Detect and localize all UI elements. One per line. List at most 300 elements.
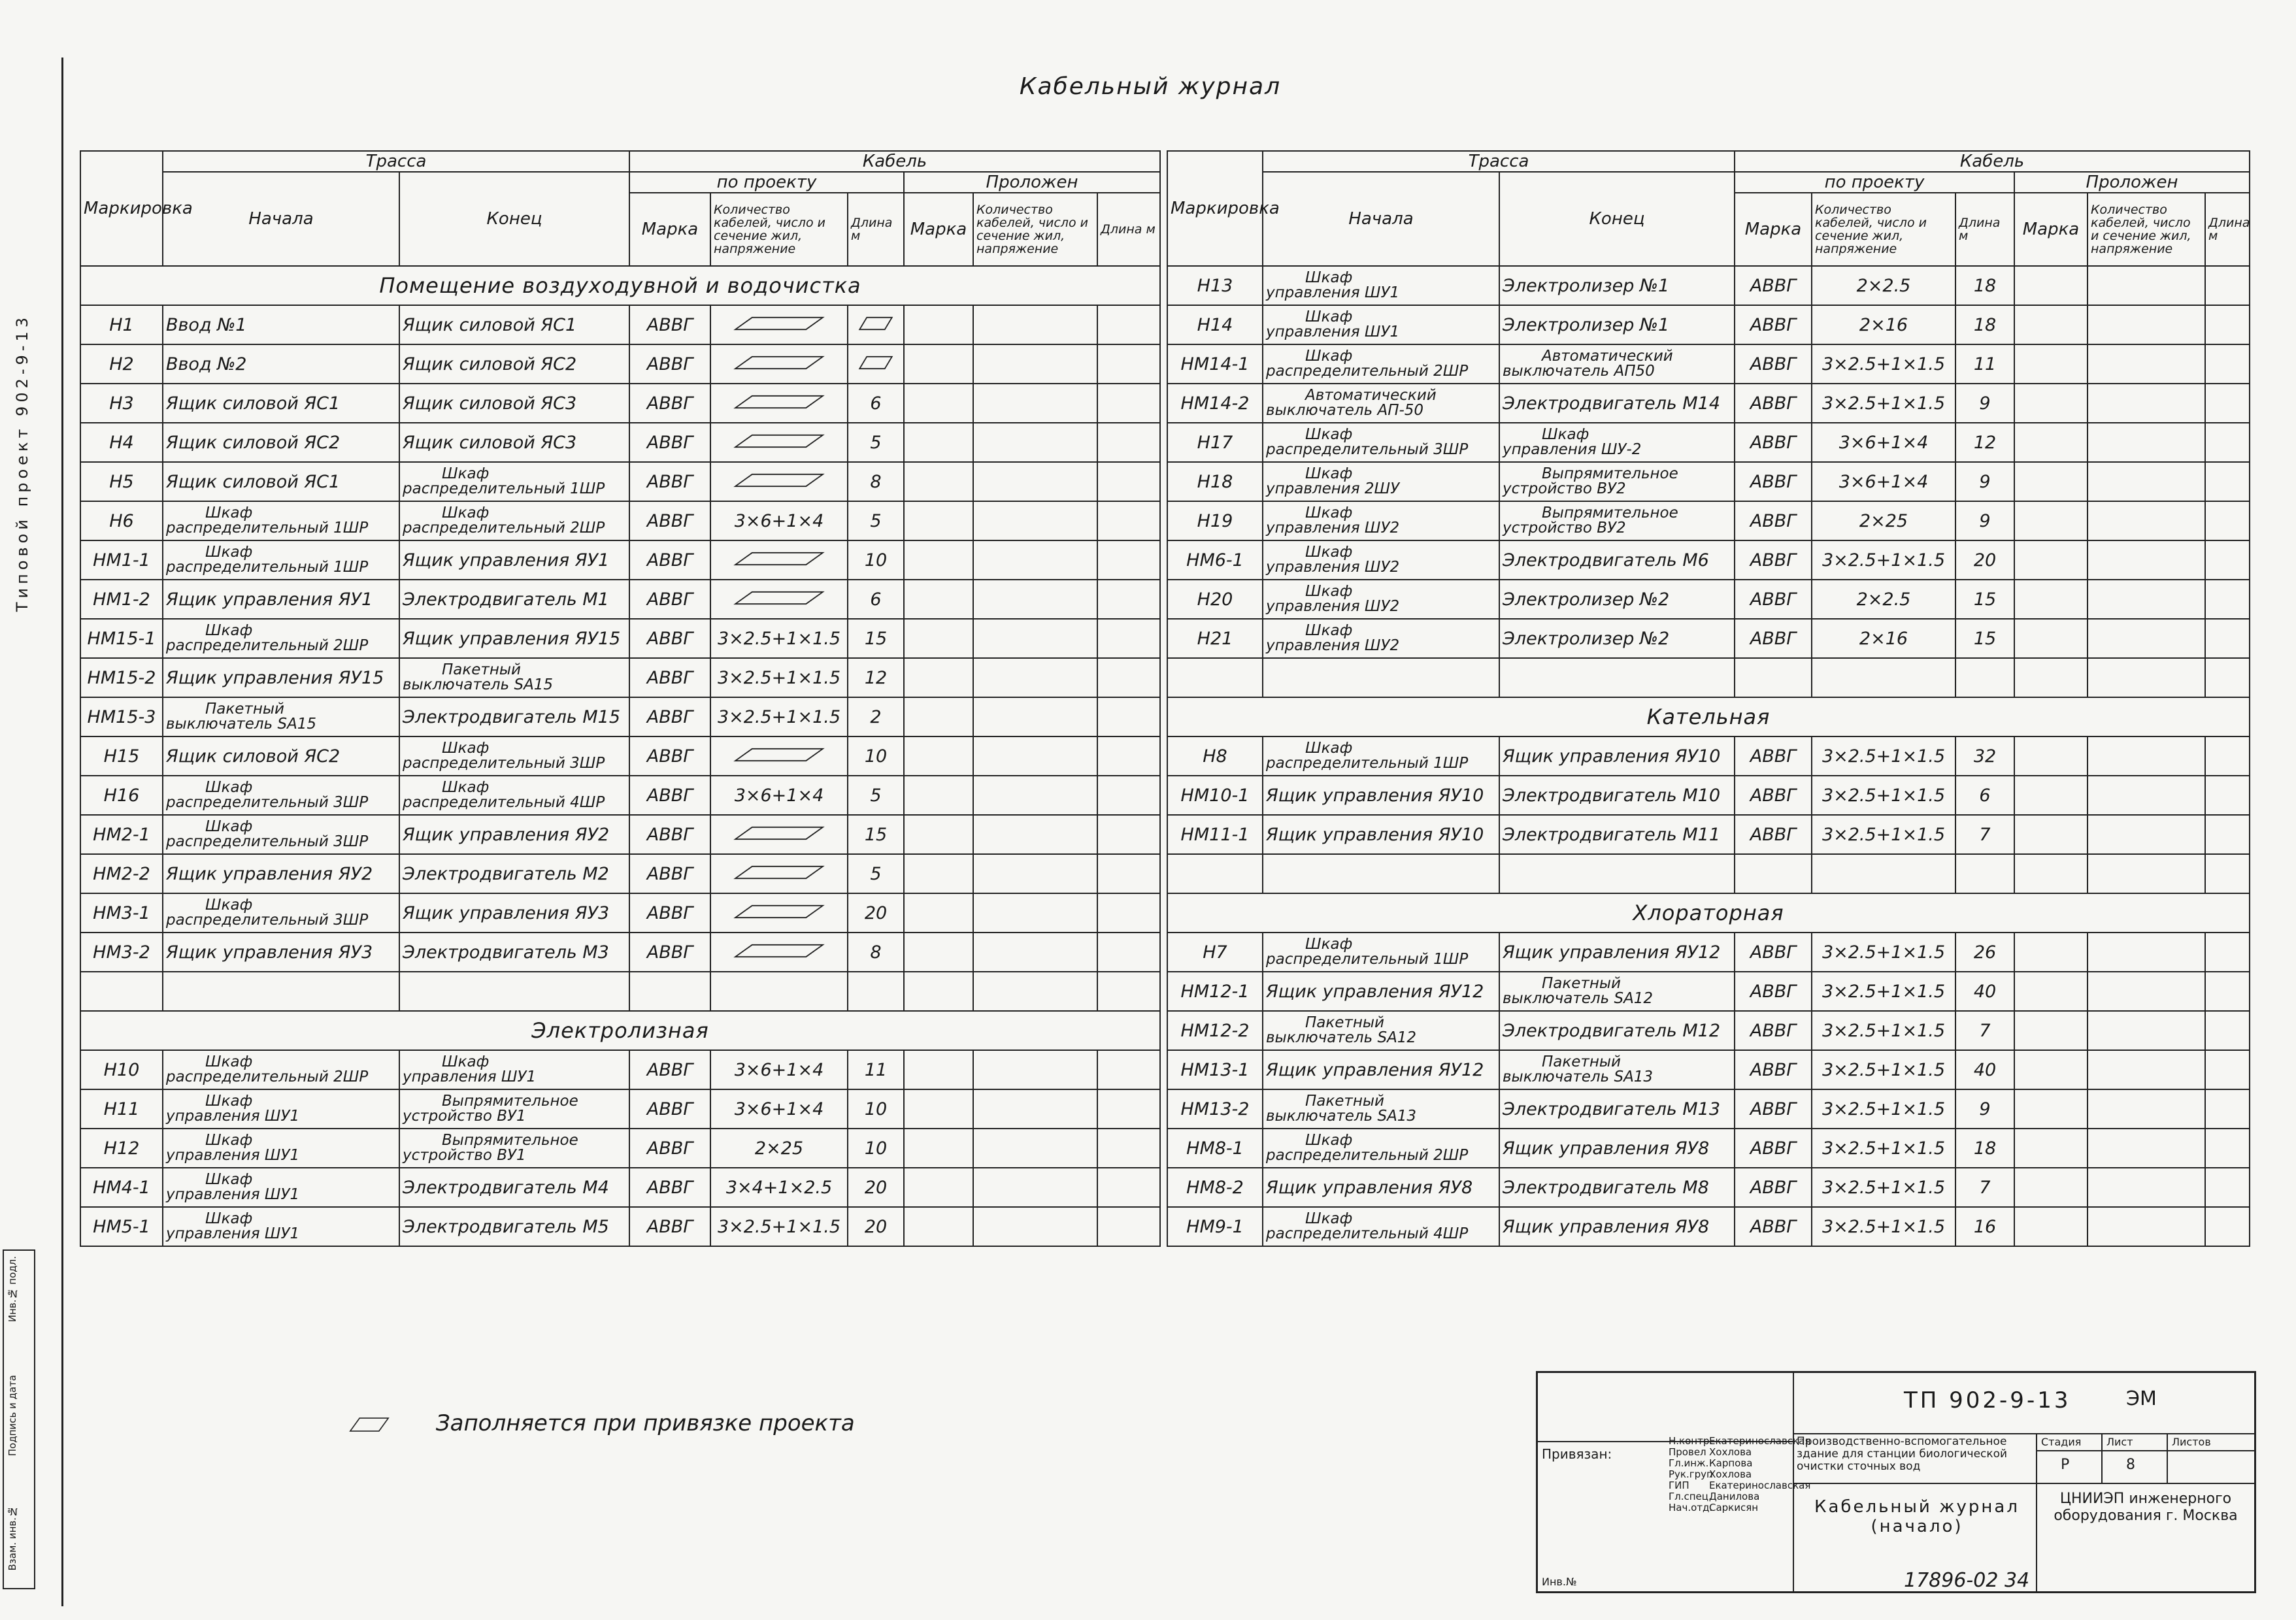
cell-laid — [2014, 540, 2088, 580]
cell-len: 10 — [848, 540, 904, 580]
cell-end: Ящик управления ЯУ10 — [1499, 736, 1735, 776]
cell-start: Шкаф управления ШУ1 — [163, 1207, 399, 1246]
cell-laid — [2205, 462, 2250, 501]
cell-qty: 3×2.5+1×1.5 — [1812, 776, 1955, 815]
stamp-object: Производственно-вспомогательное здание для станции биологической очистки сточных вод — [1797, 1435, 2008, 1473]
cell-start: Ящик управления ЯУ1 — [163, 580, 399, 619]
cell-qty — [710, 462, 848, 501]
cell-laid — [973, 619, 1097, 658]
cell-mark: Н17 — [1167, 423, 1263, 462]
stamp-roles: Н.контр. Провел Гл.инж. Рук.груп ГИП Гл.спец. Нач.отд. — [1669, 1435, 1713, 1513]
table-row — [80, 1129, 1160, 1168]
table-row — [80, 972, 1160, 1011]
cell-brand — [629, 972, 710, 1011]
cell-len: 5 — [848, 501, 904, 540]
cell-start: Ящик управления ЯУ2 — [163, 854, 399, 893]
cell-len: 18 — [1955, 1129, 2014, 1168]
header-laid: Проложен — [904, 172, 1160, 193]
side-stamp-inv: Инв.№ подл. — [7, 1256, 18, 1323]
cell-len: 16 — [1955, 1207, 2014, 1246]
cell-laid — [2014, 736, 2088, 776]
header-cable: Кабель — [629, 151, 1160, 172]
cell-laid — [2205, 933, 2250, 972]
cell-laid — [2088, 736, 2205, 776]
table-row — [80, 1168, 1160, 1207]
cell-laid — [904, 344, 973, 384]
cell-mark: Н21 — [1167, 619, 1263, 658]
cell-len: 40 — [1955, 972, 2014, 1011]
cell-laid — [904, 658, 973, 697]
cell-len: 12 — [1955, 423, 2014, 462]
cell-mark: Н2 — [80, 344, 163, 384]
cell-laid — [904, 619, 973, 658]
section-row — [80, 266, 1160, 305]
cell-laid — [973, 1207, 1097, 1246]
cell-start: Шкаф управления ШУ1 — [163, 1089, 399, 1129]
cell-qty: 3×2.5+1×1.5 — [710, 619, 848, 658]
cell-end: Электродвигатель М8 — [1499, 1168, 1735, 1207]
cell-laid — [904, 893, 973, 933]
blank-field-icon — [730, 944, 828, 958]
cell-laid — [2014, 1207, 2088, 1246]
cell-start: Ящик силовой ЯС1 — [163, 462, 399, 501]
table-row — [1167, 736, 2250, 776]
cell-start: Ящик управления ЯУ10 — [1263, 776, 1499, 815]
cell-end: Ящик силовой ЯС2 — [399, 344, 629, 384]
cell-laid — [1097, 1207, 1160, 1246]
cell-len: 18 — [1955, 266, 2014, 305]
cell-qty — [710, 972, 848, 1011]
cell-end: Выпрямительное устройство ВУ2 — [1499, 501, 1735, 540]
cell-len: 7 — [1955, 1168, 2014, 1207]
cell-qty: 3×2.5+1×1.5 — [1812, 972, 1955, 1011]
cell-len: 9 — [1955, 1089, 2014, 1129]
cell-start: Ящик силовой ЯС2 — [163, 736, 399, 776]
cell-laid — [2205, 501, 2250, 540]
cell-laid — [2014, 1050, 2088, 1089]
table-row — [1167, 815, 2250, 854]
cell-laid — [2014, 423, 2088, 462]
cell-qty — [710, 423, 848, 462]
cell-len: 18 — [1955, 305, 2014, 344]
table-row — [80, 344, 1160, 384]
cell-laid — [2205, 580, 2250, 619]
cell-qty: 3×2.5+1×1.5 — [1812, 1129, 1955, 1168]
cell-laid — [973, 893, 1097, 933]
cell-laid — [1097, 1129, 1160, 1168]
cell-mark: НМ11-1 — [1167, 815, 1263, 854]
section-title: Помещение воздуходувной и водочистка — [80, 266, 1160, 305]
cell-laid — [2205, 1089, 2250, 1129]
cell-laid — [973, 501, 1097, 540]
blank-field-icon — [730, 865, 828, 880]
cell-qty: 3×6+1×4 — [710, 776, 848, 815]
cell-len: 10 — [848, 1089, 904, 1129]
cell-mark: Н15 — [80, 736, 163, 776]
table-row — [80, 893, 1160, 933]
cell-mark: НМ12-1 — [1167, 972, 1263, 1011]
cell-end: Электродвигатель М1 — [399, 580, 629, 619]
cell-laid — [1097, 580, 1160, 619]
cell-laid — [973, 658, 1097, 697]
cell-start — [1263, 658, 1499, 697]
cell-start: Шкаф управления ШУ2 — [1263, 619, 1499, 658]
cell-laid — [2205, 423, 2250, 462]
cell-end: Ящик силовой ЯС3 — [399, 384, 629, 423]
cell-start: Шкаф распределительный 3ШР — [1263, 423, 1499, 462]
cell-laid — [1097, 658, 1160, 697]
header-brand: Марка — [1735, 193, 1812, 266]
table-row — [1167, 501, 2250, 540]
cell-end: Пакетный выключатель SA13 — [1499, 1050, 1735, 1089]
cell-qty — [710, 344, 848, 384]
stamp-privyazan: Привязан: — [1542, 1446, 1612, 1462]
cell-brand: АВВГ — [1735, 736, 1812, 776]
cell-start: Ящик управления ЯУ12 — [1263, 1050, 1499, 1089]
blank-field-icon — [730, 748, 828, 762]
cell-laid — [2088, 305, 2205, 344]
table-row — [80, 697, 1160, 736]
cell-laid — [2088, 658, 2205, 697]
cell-qty: 2×25 — [710, 1129, 848, 1168]
cell-laid — [2205, 776, 2250, 815]
cell-laid — [2088, 1050, 2205, 1089]
cell-len: 5 — [848, 854, 904, 893]
cell-end: Электродвигатель М12 — [1499, 1011, 1735, 1050]
cell-laid — [2088, 462, 2205, 501]
cell-len: 20 — [848, 893, 904, 933]
cell-end: Ящик управления ЯУ2 — [399, 815, 629, 854]
cell-end: Ящик управления ЯУ8 — [1499, 1207, 1735, 1246]
cell-laid — [904, 736, 973, 776]
cell-qty — [710, 893, 848, 933]
cell-mark: Н3 — [80, 384, 163, 423]
header-qty-laid: Количество кабелей, число и сечение жил, напряжение — [2088, 193, 2205, 266]
cell-end: Ящик управления ЯУ1 — [399, 540, 629, 580]
cell-laid — [904, 501, 973, 540]
cell-len: 12 — [848, 658, 904, 697]
cell-brand — [1735, 658, 1812, 697]
table-row — [1167, 344, 2250, 384]
cell-len: 9 — [1955, 462, 2014, 501]
cell-start: Ящик силовой ЯС1 — [163, 384, 399, 423]
cell-brand: АВВГ — [1735, 1207, 1812, 1246]
cell-start: Шкаф управления ШУ1 — [163, 1168, 399, 1207]
cell-laid — [973, 344, 1097, 384]
cell-qty: 3×2.5+1×1.5 — [1812, 1089, 1955, 1129]
cell-brand: АВВГ — [629, 344, 710, 384]
cell-laid — [904, 462, 973, 501]
cell-laid — [2014, 462, 2088, 501]
cell-len — [1955, 658, 2014, 697]
cell-mark: Н19 — [1167, 501, 1263, 540]
cell-laid — [2014, 854, 2088, 893]
cell-mark: Н16 — [80, 776, 163, 815]
cell-start: Шкаф распределительный 1ШР — [163, 540, 399, 580]
cell-mark: НМ8-2 — [1167, 1168, 1263, 1207]
table-row — [80, 658, 1160, 697]
cell-brand: АВВГ — [1735, 344, 1812, 384]
cell-mark: Н1 — [80, 305, 163, 344]
cell-laid — [904, 1207, 973, 1246]
cell-qty — [710, 305, 848, 344]
cell-qty: 3×2.5+1×1.5 — [1812, 1050, 1955, 1089]
cell-laid — [973, 1050, 1097, 1089]
cell-laid — [973, 1089, 1097, 1129]
section-row — [1167, 893, 2250, 933]
cell-laid — [2205, 854, 2250, 893]
header-length-laid: Длина м — [1097, 193, 1160, 266]
cell-brand: АВВГ — [1735, 619, 1812, 658]
cell-laid — [1097, 893, 1160, 933]
section-row — [80, 1011, 1160, 1050]
cell-laid — [2088, 854, 2205, 893]
cell-laid — [2014, 580, 2088, 619]
table-row — [80, 736, 1160, 776]
cell-mark: НМ1-2 — [80, 580, 163, 619]
table-row — [80, 1207, 1160, 1246]
cell-qty: 2×25 — [1812, 501, 1955, 540]
section-title: Хлораторная — [1167, 893, 2250, 933]
cell-brand: АВВГ — [629, 384, 710, 423]
table-row — [80, 305, 1160, 344]
cell-laid — [2205, 266, 2250, 305]
cell-brand: АВВГ — [1735, 815, 1812, 854]
cell-end: Выпрямительное устройство ВУ2 — [1499, 462, 1735, 501]
cell-laid — [2205, 972, 2250, 1011]
cell-len: 40 — [1955, 1050, 2014, 1089]
cell-len: 11 — [848, 1050, 904, 1089]
cell-start: Шкаф управления ШУ2 — [1263, 501, 1499, 540]
cell-start: Шкаф распределительный 2ШР — [163, 1050, 399, 1089]
table-row — [1167, 1050, 2250, 1089]
cell-laid — [2014, 658, 2088, 697]
blank-field-icon — [730, 552, 828, 566]
table-row — [1167, 305, 2250, 344]
page-title: Кабельный журнал — [1019, 73, 1282, 100]
table-row — [1167, 854, 2250, 893]
cell-mark: НМ12-2 — [1167, 1011, 1263, 1050]
cell-brand: АВВГ — [1735, 933, 1812, 972]
cell-start: Ящик управления ЯУ12 — [1263, 972, 1499, 1011]
cell-laid — [2014, 384, 2088, 423]
cell-mark: НМ14-1 — [1167, 344, 1263, 384]
cell-end: Выпрямительное устройство ВУ1 — [399, 1089, 629, 1129]
cell-laid — [973, 384, 1097, 423]
cell-len: 32 — [1955, 736, 2014, 776]
cell-brand: АВВГ — [629, 1089, 710, 1129]
blank-field-icon — [730, 904, 828, 919]
table-row — [1167, 933, 2250, 972]
cell-laid — [2205, 1050, 2250, 1089]
cell-laid — [2014, 266, 2088, 305]
cell-qty: 3×2.5+1×1.5 — [1812, 1207, 1955, 1246]
stamp-sheet-label: Лист — [2106, 1436, 2133, 1448]
cell-brand: АВВГ — [1735, 266, 1812, 305]
stamp-sheet: 8 — [2126, 1457, 2135, 1473]
cell-laid — [2205, 619, 2250, 658]
cell-laid — [2205, 736, 2250, 776]
cell-laid — [973, 540, 1097, 580]
header-length: Длина м — [1955, 193, 2014, 266]
table-row — [1167, 658, 2250, 697]
table-row — [1167, 1129, 2250, 1168]
left-table-body — [80, 266, 1160, 1246]
cell-laid — [2088, 580, 2205, 619]
cell-brand: АВВГ — [1735, 501, 1812, 540]
header-by-project: по проекту — [1735, 172, 2014, 193]
cell-mark: Н18 — [1167, 462, 1263, 501]
cell-laid — [973, 1168, 1097, 1207]
cell-laid — [904, 697, 973, 736]
header-qty: Количество кабелей, число и сечение жил, напряжение — [1812, 193, 1955, 266]
cell-mark: Н20 — [1167, 580, 1263, 619]
table-row — [1167, 619, 2250, 658]
cell-end: Ящик силовой ЯС1 — [399, 305, 629, 344]
blank-field-icon — [857, 316, 895, 331]
cell-mark: Н11 — [80, 1089, 163, 1129]
cell-end — [399, 972, 629, 1011]
header-brand-laid: Марка — [2014, 193, 2088, 266]
cell-mark: Н12 — [80, 1129, 163, 1168]
cell-laid — [973, 580, 1097, 619]
cell-brand: АВВГ — [629, 501, 710, 540]
cell-len: 8 — [848, 933, 904, 972]
cell-brand: АВВГ — [1735, 776, 1812, 815]
cell-laid — [2088, 423, 2205, 462]
header-route: Трасса — [163, 151, 629, 172]
header-by-project: по проекту — [629, 172, 904, 193]
cell-len — [848, 305, 904, 344]
cell-mark: НМ13-1 — [1167, 1050, 1263, 1089]
cell-laid — [1097, 540, 1160, 580]
stamp-org: ЦНИИЭП инженерного оборудования г. Москва — [2054, 1491, 2238, 1524]
cell-end — [1499, 854, 1735, 893]
cell-brand: АВВГ — [1735, 462, 1812, 501]
cell-end: Выпрямительное устройство ВУ1 — [399, 1129, 629, 1168]
cell-len: 7 — [1955, 1011, 2014, 1050]
cell-laid — [2205, 344, 2250, 384]
cell-laid — [2205, 305, 2250, 344]
table-row — [1167, 580, 2250, 619]
cell-start: Ящик управления ЯУ10 — [1263, 815, 1499, 854]
cell-laid — [1097, 776, 1160, 815]
cell-start: Ящик управления ЯУ15 — [163, 658, 399, 697]
cell-len: 20 — [848, 1207, 904, 1246]
cell-end: Ящик управления ЯУ3 — [399, 893, 629, 933]
cell-end: Электродвигатель М5 — [399, 1207, 629, 1246]
cell-mark: НМ8-1 — [1167, 1129, 1263, 1168]
table-row — [1167, 776, 2250, 815]
table-row — [1167, 1207, 2250, 1246]
cell-end: Электролизер №1 — [1499, 305, 1735, 344]
cell-end: Ящик управления ЯУ12 — [1499, 933, 1735, 972]
cell-brand: АВВГ — [629, 854, 710, 893]
cell-start: Шкаф распределительный 2ШР — [1263, 1129, 1499, 1168]
table-row — [80, 815, 1160, 854]
cell-mark: НМ4-1 — [80, 1168, 163, 1207]
cell-start: Шкаф управления 2ШУ — [1263, 462, 1499, 501]
cell-laid — [2014, 972, 2088, 1011]
cell-laid — [2088, 1089, 2205, 1129]
cell-qty: 3×6+1×4 — [1812, 462, 1955, 501]
cell-qty: 3×2.5+1×1.5 — [1812, 933, 1955, 972]
side-caption: Типовой проект 902-9-13 — [13, 314, 31, 612]
cell-brand: АВВГ — [1735, 1011, 1812, 1050]
cell-laid — [2014, 619, 2088, 658]
cell-laid — [2088, 1129, 2205, 1168]
cell-start: Шкаф управления ШУ1 — [1263, 305, 1499, 344]
cell-laid — [2205, 384, 2250, 423]
cell-laid — [904, 540, 973, 580]
header-brand-laid: Марка — [904, 193, 973, 266]
cell-brand — [1735, 854, 1812, 893]
cell-laid — [973, 854, 1097, 893]
header-end: Конец — [1499, 172, 1735, 266]
cell-len: 15 — [1955, 580, 2014, 619]
stamp-stage-label: Стадия — [2041, 1436, 2082, 1448]
cell-len: 5 — [848, 776, 904, 815]
header-laid: Проложен — [2014, 172, 2250, 193]
cell-start: Шкаф распределительный 1ШР — [1263, 736, 1499, 776]
side-stamp-replace: Взам. инв.№ — [7, 1506, 18, 1571]
title-block — [1536, 1371, 2256, 1593]
cell-qty: 3×2.5+1×1.5 — [710, 1207, 848, 1246]
cell-qty: 2×16 — [1812, 619, 1955, 658]
cell-end: Электродвигатель М2 — [399, 854, 629, 893]
cell-qty: 3×2.5+1×1.5 — [1812, 815, 1955, 854]
cell-qty — [710, 580, 848, 619]
cell-laid — [904, 423, 973, 462]
right-table-body — [1167, 266, 2250, 1246]
table-row — [1167, 1011, 2250, 1050]
cell-qty: 3×2.5+1×1.5 — [1812, 344, 1955, 384]
cell-start: Ящик управления ЯУ3 — [163, 933, 399, 972]
cell-end: Шкаф управления ШУ1 — [399, 1050, 629, 1089]
cell-qty: 3×6+1×4 — [710, 1050, 848, 1089]
cell-laid — [973, 933, 1097, 972]
cell-brand: АВВГ — [629, 619, 710, 658]
cell-laid — [2088, 1207, 2205, 1246]
stamp-stage: Р — [2061, 1457, 2070, 1473]
cell-mark: НМ9-1 — [1167, 1207, 1263, 1246]
table-row — [80, 423, 1160, 462]
cell-end — [1499, 658, 1735, 697]
cell-laid — [904, 815, 973, 854]
cell-mark — [1167, 854, 1263, 893]
cell-laid — [904, 1168, 973, 1207]
cell-laid — [973, 972, 1097, 1011]
cell-mark: Н13 — [1167, 266, 1263, 305]
cell-brand: АВВГ — [629, 933, 710, 972]
cell-mark: Н4 — [80, 423, 163, 462]
cable-journal-left — [80, 150, 1161, 1247]
blank-field-icon — [730, 826, 828, 840]
cell-mark: Н6 — [80, 501, 163, 540]
cell-len — [848, 972, 904, 1011]
cell-end: Электролизер №1 — [1499, 266, 1735, 305]
cell-laid — [973, 815, 1097, 854]
cell-laid — [2014, 1129, 2088, 1168]
cell-laid — [2205, 1168, 2250, 1207]
cell-qty: 3×2.5+1×1.5 — [710, 658, 848, 697]
blank-field-icon — [730, 591, 828, 605]
header-length-laid: Длина м — [2205, 193, 2250, 266]
cell-start: Ввод №2 — [163, 344, 399, 384]
cell-qty — [1812, 658, 1955, 697]
cell-start: Автоматический выключатель АП-50 — [1263, 384, 1499, 423]
table-row — [80, 501, 1160, 540]
